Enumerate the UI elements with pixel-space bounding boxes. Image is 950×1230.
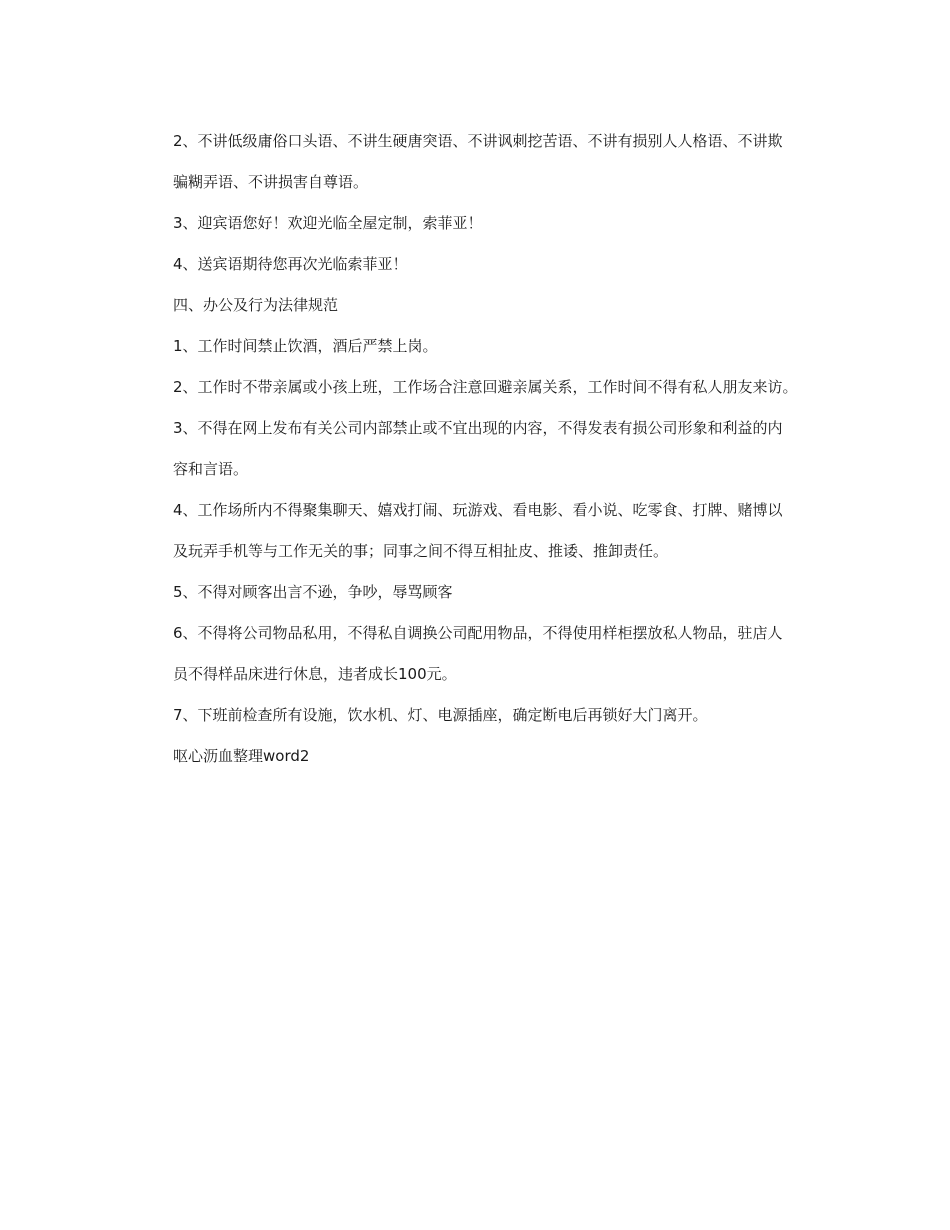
paragraph-greeting: 3、迎宾语您好！欢迎光临全屋定制，索菲亚！ [173,214,483,232]
document-body [140,130,804,786]
section-heading: 四、办公及行为法律规范 [173,296,339,314]
paragraph-rule-3-continued: 容和言语。 [173,460,249,478]
paragraph-rule-5: 5、不得对顾客出言不逊，争吵，辱骂顾客 [173,583,453,601]
paragraph-rule-3: 3、不得在网上发布有关公司内部禁止或不宜出现的内容，不得发表有损公司形象和利益的内 [173,419,783,437]
footer-note: 呕心沥血整理word2 [173,747,310,765]
paragraph-rule-6-continued: 员不得样品床进行休息，违者成长100元。 [173,665,457,683]
paragraph-rule-2-speech-continued: 骗糊弄语、不讲损害自尊语。 [173,173,369,191]
paragraph-rule-7: 7、下班前检查所有设施，饮水机、灯、电源插座，确定断电后再锁好大门离开。 [173,706,708,724]
paragraph-farewell: 4、送宾语期待您再次光临索菲亚！ [173,255,408,273]
paragraph-rule-1: 1、工作时间禁止饮酒，酒后严禁上岗。 [173,337,438,355]
paragraph-rule-2-speech: 2、不讲低级庸俗口头语、不讲生硬唐突语、不讲讽刺挖苦语、不讲有损别人人格语、不讲欺 [173,132,783,150]
paragraph-rule-2: 2、工作时不带亲属或小孩上班，工作场合注意回避亲属关系，工作时间不得有私人朋友来访。 [173,378,798,396]
paragraph-rule-4: 4、工作场所内不得聚集聊天、嬉戏打闹、玩游戏、看电影、看小说、吃零食、打牌、赌博以 [173,501,783,519]
paragraph-rule-6: 6、不得将公司物品私用，不得私自调换公司配用物品，不得使用样柜摆放私人物品，驻店人 [173,624,783,642]
paragraph-rule-4-continued: 及玩弄手机等与工作无关的事；同事之间不得互相扯皮、推诿、推卸责任。 [173,542,669,560]
